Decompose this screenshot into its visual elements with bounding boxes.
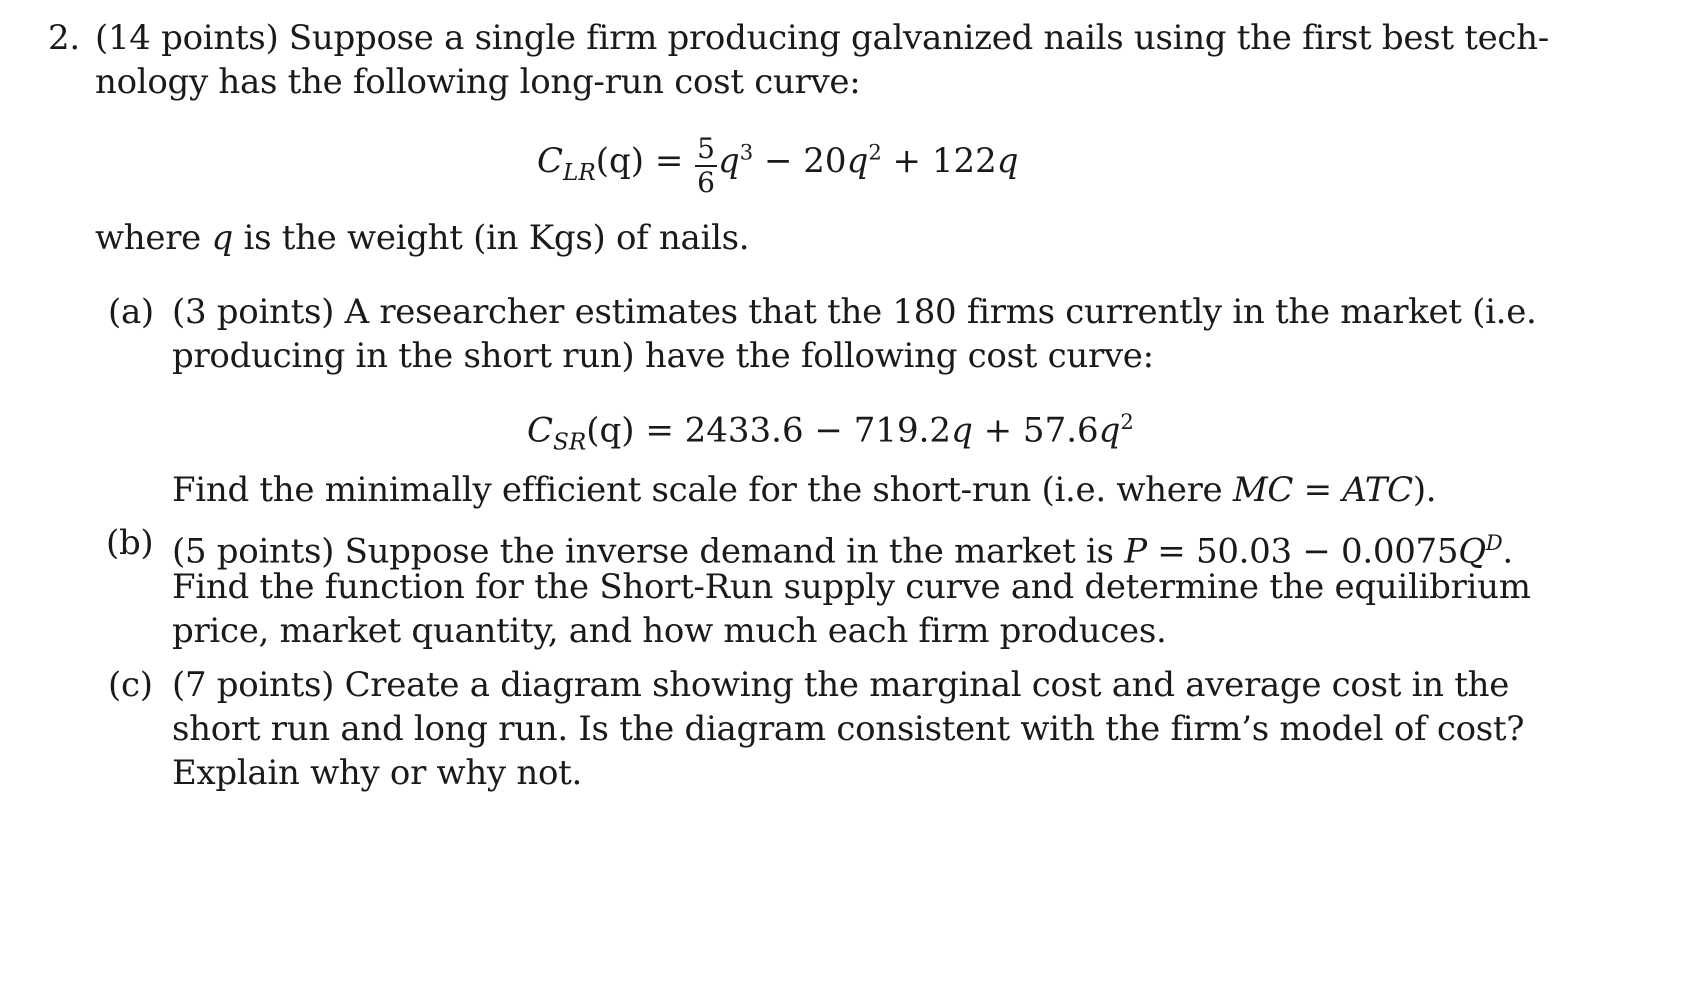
where-clause	[95, 216, 749, 260]
where-suffix: is the weight (in Kgs) of nails.	[232, 218, 750, 258]
part-c-label	[108, 663, 153, 707]
part-c-text-2: short run and long run. Is the diagram consistent with the firm’s model of cost?	[172, 709, 1525, 749]
lr-cost-symbol: C	[537, 141, 564, 181]
part-b-period: .	[1502, 531, 1513, 572]
part-b-label-text: (b)	[106, 523, 154, 563]
part-c-label-text: (c)	[108, 665, 153, 705]
lr-cost-subscript: LR	[563, 160, 596, 187]
part-a-mc: MC	[1232, 470, 1294, 510]
part-a-text-1: (3 points) A researcher estimates that the 180 firms currently in the market (i.e.	[172, 292, 1537, 332]
part-a-label	[108, 290, 154, 334]
part-a-line-2	[172, 334, 1154, 378]
part-a-atc: ATC	[1342, 470, 1413, 510]
part-c-line-3	[172, 751, 582, 795]
short-run-cost-equation	[527, 400, 1134, 465]
problem-intro-line-1	[95, 16, 1549, 60]
sr-equation-body: (q) = 2433.6 − 719.2	[586, 410, 952, 451]
part-a-line-1	[172, 290, 1537, 334]
part-b-line-2	[172, 565, 1531, 609]
part-c-line-2	[172, 707, 1524, 751]
sr-q-squared-var: q	[1098, 410, 1121, 451]
lr-term-3-coef: + 122	[881, 141, 997, 181]
problem-number	[48, 16, 80, 60]
part-a-find-prefix: Find the minimally efficient scale for the short-run (i.e. where	[172, 470, 1233, 510]
part-b-price-var: P	[1124, 531, 1147, 572]
problem-intro-text-2: nology has the following long-run cost curve:	[95, 62, 861, 102]
lr-fraction-denominator: 6	[697, 166, 715, 199]
part-b-text-1-prefix: (5 points) Suppose the inverse demand in the market is	[172, 531, 1125, 572]
part-c-line-1	[172, 663, 1509, 707]
sr-cost-symbol: C	[527, 410, 554, 451]
part-a-text-2: producing in the short run) have the following cost curve:	[172, 336, 1154, 376]
lr-exponent-3: 3	[739, 139, 754, 165]
where-q-var: q	[211, 218, 233, 258]
lr-fraction	[695, 133, 717, 199]
lr-fraction-numerator: 5	[697, 132, 715, 165]
part-b-text-3: price, market quantity, and how much each firm produces.	[172, 611, 1167, 651]
part-a-find-suffix: ).	[1412, 470, 1437, 510]
lr-cost-argument: (q) =	[595, 141, 684, 181]
sr-term-3-coef: + 57.6	[972, 410, 1099, 451]
part-a-find-line	[172, 468, 1436, 512]
problem-intro-line-2	[95, 60, 860, 104]
lr-term-2-coef: − 20	[753, 141, 847, 181]
part-c-text-1: (7 points) Create a diagram showing the marginal cost and average cost in the	[172, 665, 1510, 705]
lr-q-squared-var: q	[846, 141, 869, 181]
part-b-demand-superscript: D	[1485, 530, 1503, 555]
long-run-cost-equation	[537, 130, 1019, 199]
part-b-demand-body: = 50.03 − 0.0075	[1146, 531, 1459, 572]
problem-number-label: 2.	[48, 18, 80, 58]
lr-exponent-2: 2	[868, 139, 882, 165]
part-b-text-2: Find the function for the Short-Run supply curve and determine the equilibrium	[172, 567, 1531, 607]
where-prefix: where	[95, 218, 212, 258]
part-b-quantity-var: Q	[1458, 531, 1486, 572]
part-b-line-3	[172, 609, 1167, 653]
sr-q-linear-var: q	[951, 410, 973, 451]
part-c-text-3: Explain why or why not.	[172, 753, 582, 793]
problem-intro-text-1: (14 points) Suppose a single firm producing galvanized nails using the first best tech-	[95, 18, 1549, 58]
sr-cost-subscript: SR	[553, 429, 587, 456]
part-a-equals: =	[1293, 470, 1343, 510]
lr-q-cubed-var: q	[718, 141, 740, 181]
part-a-label-text: (a)	[108, 292, 154, 332]
sr-exponent-2: 2	[1120, 409, 1134, 434]
part-b-label	[106, 521, 153, 565]
lr-q-linear-var: q	[996, 141, 1019, 181]
